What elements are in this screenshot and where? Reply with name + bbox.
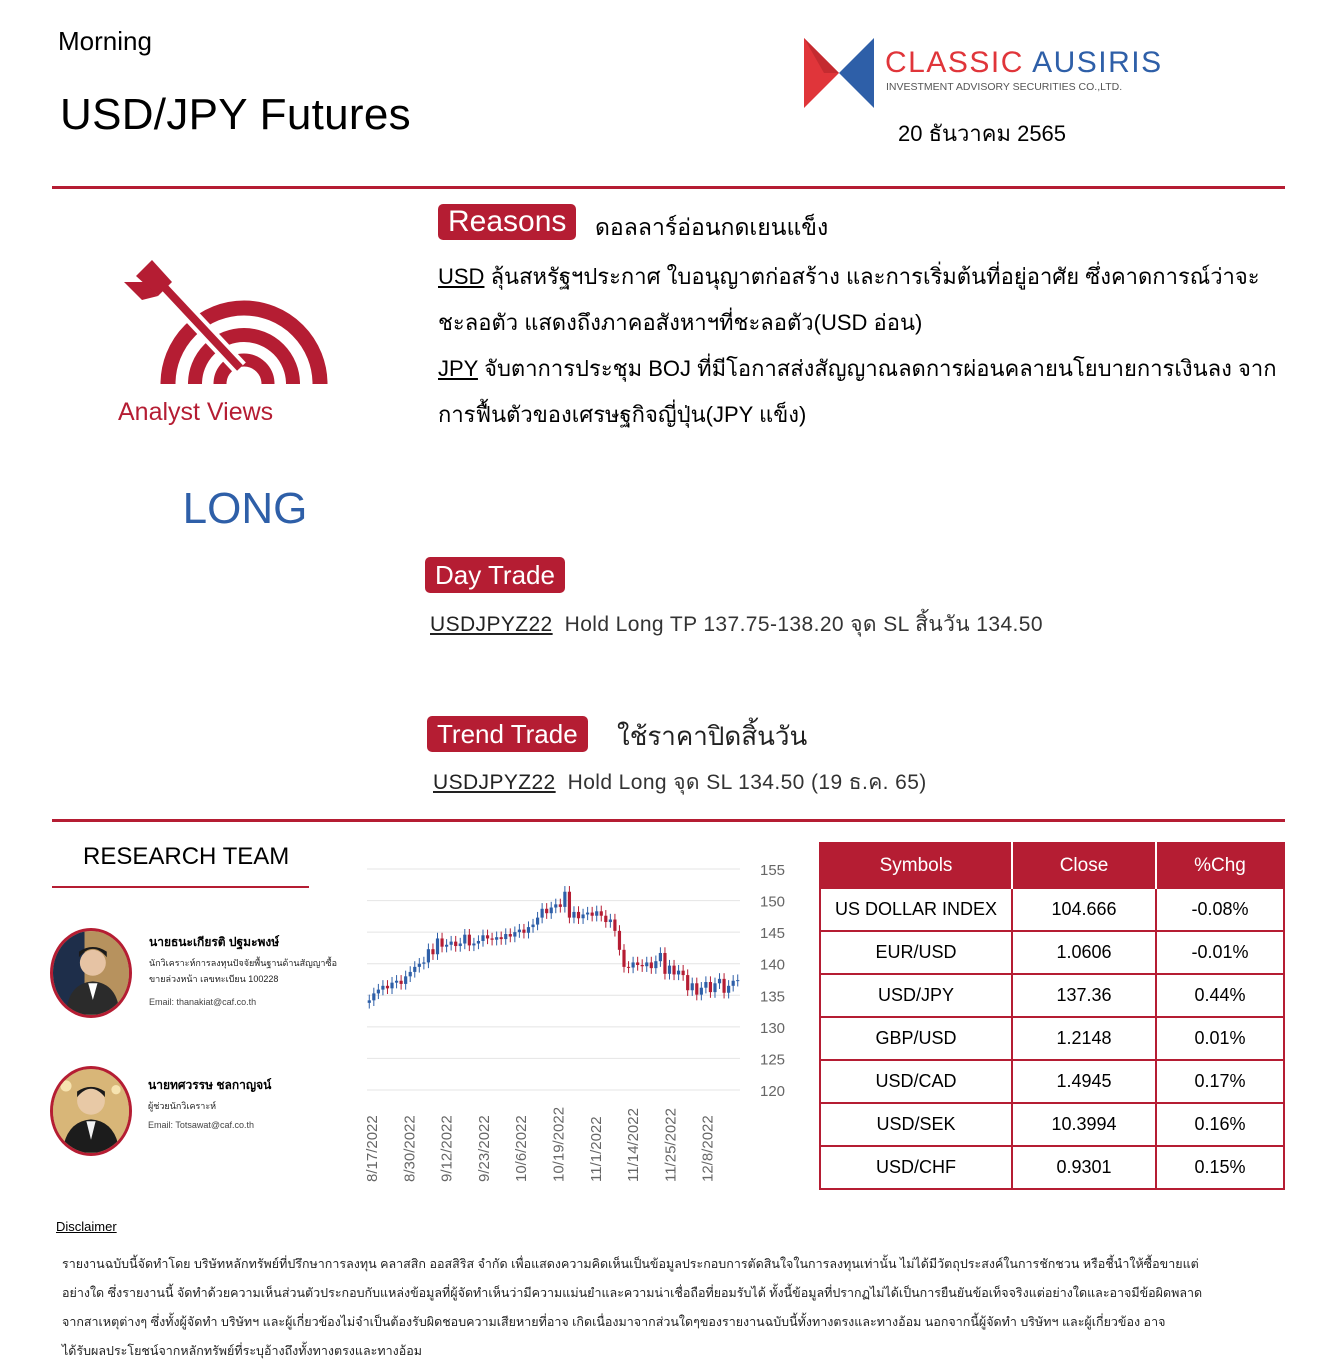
change-cell: 0.16% <box>1156 1103 1284 1146</box>
x-tick-label: 9/12/2022 <box>438 1115 456 1182</box>
y-tick-label: 135 <box>760 988 786 1006</box>
candle-body <box>522 930 525 933</box>
member-email: Email: Totsawat@caf.co.th <box>148 1120 255 1130</box>
candle-body <box>645 962 648 966</box>
candle-body <box>713 983 716 992</box>
team-underline <box>52 886 309 888</box>
disclaimer-title: Disclaimer <box>56 1219 117 1234</box>
candle-body <box>404 976 407 984</box>
candle-body <box>377 990 380 994</box>
close-cell: 1.4945 <box>1012 1060 1156 1103</box>
candle-body <box>509 934 512 937</box>
candle-body <box>682 971 685 975</box>
avatar <box>50 1066 132 1156</box>
candle-body <box>409 972 412 976</box>
candle-body <box>650 962 653 968</box>
candle-body <box>463 935 466 944</box>
table-header-row <box>820 843 1284 888</box>
y-tick-label: 130 <box>760 1019 786 1037</box>
candle-body <box>695 983 698 994</box>
y-tick-label: 155 <box>760 862 786 879</box>
candle-body <box>550 908 553 914</box>
candle-body <box>413 967 416 972</box>
day-trade-symbol: USDJPYZ22 <box>430 613 553 636</box>
analyst-views-label: Analyst Views <box>118 398 274 426</box>
x-tick-label: 8/30/2022 <box>401 1115 419 1182</box>
candle-body <box>390 983 393 989</box>
usdjpy-price-chart <box>352 852 800 1192</box>
close-cell: 1.2148 <box>1012 1017 1156 1060</box>
candle-body <box>704 982 707 988</box>
candle-body <box>577 912 580 918</box>
y-tick-label: 125 <box>760 1051 786 1069</box>
company-subtitle: INVESTMENT ADVISORY SECURITIES CO.,LTD. <box>886 81 1123 93</box>
candle-body <box>518 930 521 933</box>
y-tick-label: 120 <box>760 1083 786 1100</box>
candle-body <box>709 982 712 992</box>
candle-body <box>581 914 584 918</box>
member-role: นักวิเคราะห์การลงทุนปัจจัยพื้นฐานด้านสัญญาซื้อ ขายล่วงหน้า เลขทะเบียน 100228 <box>149 958 337 984</box>
candle-body <box>395 981 398 983</box>
member-role: ผู้ช่วยนักวิเคราะห์ <box>148 1101 217 1111</box>
close-cell: 0.9301 <box>1012 1146 1156 1189</box>
y-tick-label: 145 <box>760 925 786 943</box>
candle-body <box>459 944 462 947</box>
candle-body <box>732 981 735 986</box>
candle-body <box>400 981 403 984</box>
candle-body <box>613 920 616 931</box>
candle-body <box>568 892 571 918</box>
candle-body <box>372 993 375 1000</box>
company-logo-icon <box>804 38 874 108</box>
candle-body <box>440 938 443 946</box>
target-arrow-icon <box>118 256 338 396</box>
candle-body <box>490 938 493 939</box>
report-kicker: Morning <box>58 26 152 56</box>
candle-body <box>427 949 430 962</box>
candle-body <box>636 962 639 965</box>
candle-body <box>722 979 725 993</box>
candle-body <box>618 931 621 950</box>
candle-body <box>504 934 507 939</box>
candle-body <box>422 962 425 963</box>
candle-body <box>604 916 607 922</box>
quotes-table <box>819 842 1285 1190</box>
x-tick-label: 11/14/2022 <box>625 1108 643 1182</box>
company-name: CLASSIC AUSIRIS <box>885 46 1163 79</box>
candle-body <box>386 986 389 989</box>
column-header: Close <box>1012 843 1156 888</box>
change-cell: 0.15% <box>1156 1146 1284 1189</box>
person-photo-icon <box>53 1069 129 1153</box>
symbol-cell: USD/CHF <box>820 1146 1012 1189</box>
candle-body <box>481 935 484 941</box>
member-name: นายทศวรรษ ชลกาญจน์ <box>148 1078 272 1092</box>
report-date: 20 ธันวาคม 2565 <box>898 121 1067 146</box>
column-header: %Chg <box>1156 843 1284 888</box>
member-email: Email: thanakiat@caf.co.th <box>149 997 257 1007</box>
candle-body <box>627 967 630 968</box>
candle-body <box>718 979 721 983</box>
table-row <box>820 1146 1284 1189</box>
close-cell: 137.36 <box>1012 974 1156 1017</box>
x-tick-label: 11/1/2022 <box>587 1116 605 1182</box>
table-row <box>820 888 1284 931</box>
member-name: นายธนะเกียรติ ปฐมะพงษ์ <box>149 935 280 949</box>
candle-body <box>586 913 589 915</box>
candle-body <box>541 909 544 918</box>
reasons-headline: ดอลลาร์อ่อนกดเยนแข็ง <box>595 214 829 240</box>
candle-body <box>495 937 498 940</box>
candle-body <box>686 975 689 990</box>
candle-body <box>609 920 612 923</box>
section-divider <box>52 819 1285 822</box>
symbol-cell: USD/JPY <box>820 974 1012 1017</box>
day-trade-recommendation: USDJPYZ22 Hold Long TP 137.75-138.20 จุด SL สิ้นวัน 134.50 <box>430 613 1043 636</box>
candle-body <box>572 912 575 918</box>
candle-body <box>622 950 625 967</box>
close-cell: 1.0606 <box>1012 931 1156 974</box>
candle-body <box>486 935 489 938</box>
candle-body <box>700 988 703 995</box>
trend-trade-headline: ใช้ราคาปิดสิ้นวัน <box>617 721 808 751</box>
candle-body <box>500 937 503 939</box>
symbol-cell: USD/SEK <box>820 1103 1012 1146</box>
table-row <box>820 931 1284 974</box>
candle-body <box>727 986 730 993</box>
candle-body <box>531 925 534 928</box>
x-tick-label: 8/17/2022 <box>364 1115 381 1182</box>
symbol-cell: USD/CAD <box>820 1060 1012 1103</box>
trend-trade-tag: Trend Trade <box>427 716 588 752</box>
candle-body <box>445 945 448 947</box>
candle-body <box>559 904 562 907</box>
candle-body <box>536 918 539 925</box>
trend-trade-recommendation: USDJPYZ22 Hold Long จุด SL 134.50 (19 ธ.ค. 65) <box>433 771 927 794</box>
candle-body <box>632 962 635 967</box>
candle-body <box>468 935 471 946</box>
disclaimer-text: รายงานฉบับนี้จัดทำโดย บริษัทหลักทรัพย์ที่ปรึกษาการลงทุน คลาสสิก ออสสิริส จำกัด เพื่อแสดงความคิดเห็นเป็นข้อมูลประกอบการตัดสินใจในการลงทุนเท่านั้น ไม่ได้มีวัตถุประสงค์ในการชักชวน หรือชี้นำให้ซื้อขายแต่ อย่างใด ซึ่งรายงานนี้ จัดทำด้วยความเห็นส่วนตัวประกอบกับแหล่งข้อมูลที่ผู้จัดทำเห็นว่ามีความแม่นยำและความน่าเชื่อถือที่ยอมรับได้ ทั้งนี้ข้อมูลที่ปรากฏไม่ได้เป็นการยืนยันข้อเท็จจริงแต่อย่างใดและอาจมีข้อผิดพลาด จากสาเหตุต่างๆ ซึ่งทั้งผู้จัดทำ บริษัทฯ และผู้เกี่ยวข้องไม่จำเป็นต้องรับผิดชอบความเสียหายที่อาจ เกิดเนื่องมาจากส่วนใดๆของรายงานฉบับนี้ทั้งทางตรงและทางอ้อม นอกจากนี้ผู้จัดทำ บริษัทฯ และผู้เกี่ยวข้อง อาจ ได้รับผลประโยชน์จากหลักทรัพย์ที่ระบุอ้างถึงทั้งทางตรงและทางอ้อม <box>62 1257 1203 1358</box>
candle-body <box>418 964 421 967</box>
usd-symbol: USD <box>438 264 485 289</box>
symbol-cell: EUR/USD <box>820 931 1012 974</box>
candle-body <box>431 949 434 954</box>
jpy-symbol: JPY <box>438 356 478 381</box>
header-divider <box>52 186 1285 189</box>
close-cell: 10.3994 <box>1012 1103 1156 1146</box>
candle-body <box>450 942 453 945</box>
column-header: Symbols <box>820 843 1012 888</box>
candle-body <box>545 909 548 913</box>
symbol-cell: US DOLLAR INDEX <box>820 888 1012 931</box>
table-row <box>820 974 1284 1017</box>
candle-body <box>600 911 603 915</box>
y-tick-label: 150 <box>760 893 786 911</box>
candle-body <box>454 942 457 946</box>
jpy-reason: JPY จับตาการประชุม BOJ ที่มีโอกาสส่งสัญญาณลดการผ่อนคลายนโยบายการเงินลง จาก การฟื้นตัวของเศรษฐกิจญี่ปุ่น(JPY แข็ง) <box>438 356 1277 427</box>
person-photo-icon <box>53 931 129 1015</box>
change-cell: 0.01% <box>1156 1017 1284 1060</box>
avatar <box>50 928 132 1018</box>
change-cell: -0.01% <box>1156 931 1284 974</box>
symbol-cell: GBP/USD <box>820 1017 1012 1060</box>
candle-body <box>595 911 598 915</box>
candle-body <box>563 892 566 907</box>
close-cell: 104.666 <box>1012 888 1156 931</box>
candle-body <box>554 904 557 907</box>
candle-body <box>691 983 694 990</box>
candle-body <box>659 953 662 961</box>
candle-body <box>472 944 475 946</box>
change-cell: 0.44% <box>1156 974 1284 1017</box>
x-tick-label: 12/8/2022 <box>699 1115 717 1182</box>
table-row <box>820 1103 1284 1146</box>
candle-body <box>663 953 666 974</box>
y-tick-label: 140 <box>760 956 786 974</box>
change-cell: 0.17% <box>1156 1060 1284 1103</box>
candle-body <box>736 980 739 981</box>
candle-body <box>672 966 675 975</box>
candle-body <box>513 932 516 936</box>
candle-body <box>591 913 594 916</box>
candle-body <box>527 927 530 933</box>
x-tick-label: 10/6/2022 <box>513 1115 531 1182</box>
candle-body <box>436 938 439 954</box>
page-title: USD/JPY Futures <box>60 90 411 139</box>
table-row <box>820 1060 1284 1103</box>
candle-body <box>641 965 644 966</box>
trend-trade-symbol: USDJPYZ22 <box>433 771 556 794</box>
x-tick-label: 11/25/2022 <box>662 1108 680 1182</box>
x-tick-label: 10/19/2022 <box>550 1106 568 1182</box>
candle-body <box>654 961 657 968</box>
research-team-title: RESEARCH TEAM <box>83 843 290 870</box>
candle-body <box>368 1000 371 1003</box>
reasons-tag: Reasons <box>438 204 576 240</box>
candle-body <box>381 986 384 990</box>
day-trade-tag: Day Trade <box>425 557 565 593</box>
position-call: LONG <box>182 484 308 533</box>
candle-body <box>677 971 680 975</box>
candle-body <box>668 966 671 974</box>
usd-reason: USD ลุ้นสหรัฐฯประกาศ ใบอนุญาตก่อสร้าง และการเริ่มต้นที่อยู่อาศัย ซึ่งคาดการณ์ว่าจะ ชะลอตัว แสดงถึงภาคอสังหาฯที่ชะลอตัว(USD อ่อน) <box>438 264 1260 335</box>
candle-body <box>477 941 480 944</box>
table-row <box>820 1017 1284 1060</box>
x-tick-label: 9/23/2022 <box>475 1115 493 1182</box>
change-cell: -0.08% <box>1156 888 1284 931</box>
